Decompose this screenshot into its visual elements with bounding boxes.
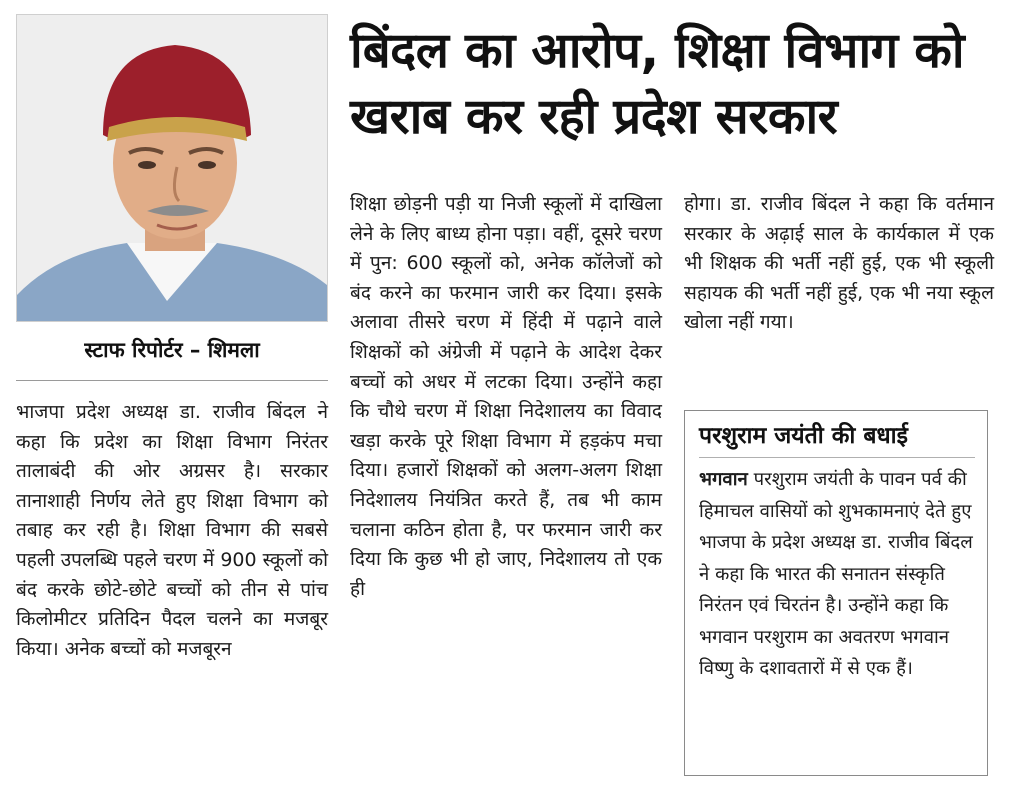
sidebox-text: परशुराम जयंती के पावन पर्व की हिमाचल वासियों को शुभकामनाएं देते हुए भाजपा के प्रदेश अध्यक्ष डा. राजीव बिंदल ने कहा कि भारत की सनातन संस्कृति निरंतन एवं चिरतंन है। उन्होंने कहा कि भगवान परशुराम का अवतरण भगवान विष्णु के दशावतारों में से एक हैं। (699, 469, 973, 679)
sidebox-title: परशुराम जयंती की बधाई (699, 419, 975, 458)
sidebox-lead: भगवान (699, 469, 748, 490)
article-column-middle: शिक्षा छोड़नी पड़ी या निजी स्कूलों में दाखिला लेने के लिए बाध्य होना पड़ा। वहीं, दूसरे चरण में पुन: 600 स्कूलों को, अनेक कॉलेजों को बंद करने का फरमान जारी कर दिया। इसके अलावा तीसरे चरण में हिंदी में पढ़ाने वाले शिक्षकों को अंग्रेजी में पढ़ाने के आदेश देकर बच्चों को अधर में लटका दिया। उन्होंने कहा कि चौथे चरण में शिक्षा निदेशालय का विवाद खड़ा करके पूरे शिक्षा विभाग में हड़कंप मचा दिया। हजारों शिक्षकों को अलग-अलग शिक्षा निदेशालय नियंत्रित करते हैं, तब भी काम चलाना कठिन होता है, पर फरमान जारी कर दिया कि कुछ भी हो जाए, निदेशालय तो एक ही (350, 193, 662, 600)
portrait-illustration (17, 15, 327, 321)
headline: बिंदल का आरोप, शिक्षा विभाग को खराब कर रही प्रदेश सरकार (350, 22, 965, 145)
byline-divider (16, 380, 328, 381)
byline: स्टाफ रिपोर्टर – शिमला (84, 338, 260, 362)
portrait-photo (16, 14, 328, 322)
article-column-right: होगा। डा. राजीव बिंदल ने कहा कि वर्तमान सरकार के अढ़ाई साल के कार्यकाल में एक भी शिक्षक की भर्ती नहीं हुई, एक भी स्कूली सहायक की भर्ती नहीं हुई, एक भी नया स्कूल खोला नहीं गया। (684, 193, 994, 334)
sidebox-body (699, 464, 975, 685)
article-column-left: भाजपा प्रदेश अध्यक्ष डा. राजीव बिंदल ने कहा कि प्रदेश का शिक्षा विभाग निरंतर तालाबंदी की ओर अग्रसर है। सरकार तानाशाही निर्णय लेते हुए शिक्षा विभाग को तबाह कर रही है। शिक्षा विभाग की सबसे पहली उपलब्धि पहले चरण में 900 स्कूलों को बंद करके छोटे-छोटे बच्चों को तीन से पांच किलोमीटर प्रतिदिन पैदल चलने का मजबूर किया। अनेक बच्चों को मजबूरन (16, 401, 328, 660)
sidebox (684, 410, 988, 776)
